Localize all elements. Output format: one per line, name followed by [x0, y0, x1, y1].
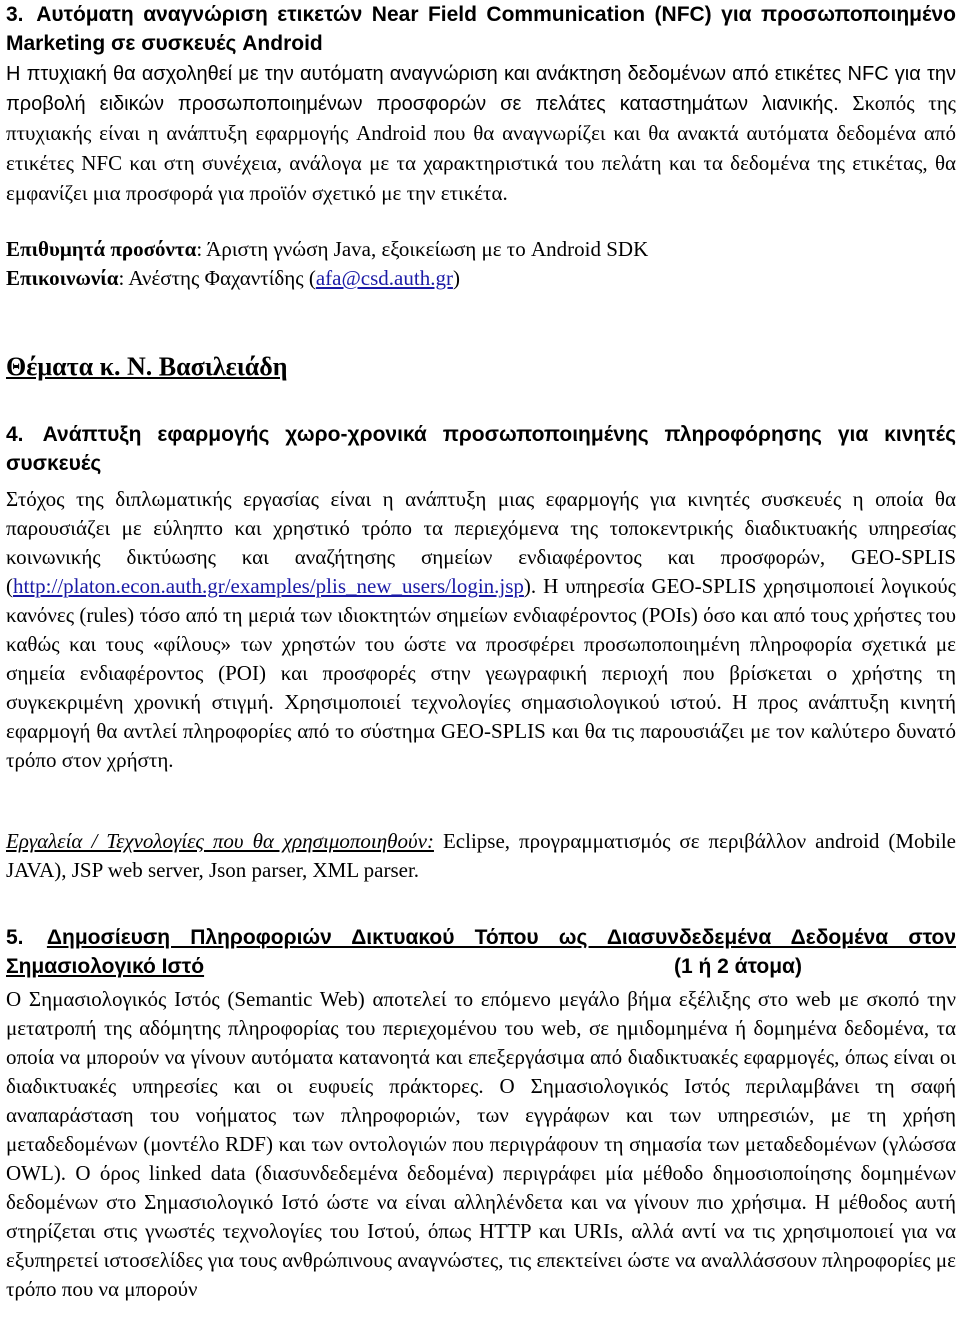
contact-value: : Ανέστης Φαχαντίδης ( [118, 266, 316, 290]
section-3-body-goal: Σκοπός της πτυχιακής είναι η ανάπτυξη εφαρμογής Android που θα αναγνωρίζει και θα ανακτά αυτόματα δεδομένα από ετικέτες NFC και στη συνέχεια, ανάλογα με τα χαρακτηριστικά του πελάτη και τα δεδομένα της ετικέτας, θα εμφανίζει μια προσφορά για προϊόν σχετικό με την ετικέτα. [6, 91, 957, 205]
section-4-number: 4. [6, 423, 24, 446]
section-5-number: 5. [6, 926, 24, 949]
section-4-heading [6, 420, 956, 478]
requirements-label: Επιθυμητά προσόντα [6, 237, 197, 261]
section-3-requirements [6, 235, 956, 264]
section-3-title: Αυτόματη αναγνώριση ετικετών Near Field Communication (NFC) για προσωποποιημένο Marketing σε συσκευές Android [6, 3, 956, 55]
section-5-heading [6, 923, 956, 981]
section-3-number: 3. [6, 3, 24, 26]
section-5-body-text: Ο Σημασιολογικός Ιστός (Semantic Web) αποτελεί το επόμενο μεγάλο βήμα εξέλιξης στο web με σκοπό την μετατροπή της αδόμητης πληροφορίας του περιεχομένου του web, σε ημιδομημένα ή δομημένα δεδομένα, τα οποία να μπορούν να γίνουν αυτόματα κατανοητά και επεξεργάσιμα από διαδικτυακές εφαρμογές, όπως είναι οι διαδικτυακές υπηρεσίες και οι ευφυείς πράκτορες. Ο Σημασιολογικός Ιστός περιλαμβάνει τη σαφή αναπαράσταση του νοήματος των πληροφοριών, των εγγράφων και των υπηρεσιών, με τη χρήση μεταδεδομένων (μοντέλο RDF) και των οντολογιών που περιγράφουν τη σημασία των μεταδεδομένων (γλώσσα OWL). Ο όρος linked data (διασυνδεδεμένα δεδομένα) περιγράφει μία μέθοδο δημοσιοποίησης δομημένων δεδομένων στο Σημασιολογικό Ιστό ώστε να είναι αλληλένδετα και να γίνουν πιο χρήσιμα. Η μέθοδος αυτή στηρίζεται στις γνωστές τεχνολογίες του Ιστού, όπως HTTP και URIs, αλλά αντί να τις χρησιμοποιεί για να εξυπηρετεί ιστοσελίδες για τους ανθρώπινους αναγνώστες, τις επεκτείνει ώστε να αναλλάσσουν πληροφορίες με τρόπο που να μπορούν [6, 987, 956, 1301]
section-4-body-intro: Στόχος της διπλωματικής εργασίας είναι η ανάπτυξη μιας εφαρμογής για κινητές συσκευές η οποία θα παρουσιάζει με εύληπτο και χρηστικό τρόπο τα περιεχόμενα της τοποκεντρικής διαδικτυακής υπηρεσίας κοινωνικής δικτύωσης και αναζήτησης σημείων ενδιαφέροντος και προσφορών, GEO-SPLIS ( [6, 487, 956, 598]
requirements-value: : Άριστη γνώση Java, εξοικείωση με το Android SDK [196, 237, 649, 261]
section-4-tools [6, 827, 956, 885]
section-group-title: Θέματα κ. Ν. Βασιλειάδη [6, 352, 288, 381]
section-4-body-rest: ). Η υπηρεσία GEO-SPLIS χρησιμοποιεί λογικούς κανόνες (rules) τόσο από τη μεριά των ιδιοκτητών σημείων ενδιαφέροντος (POIs) όσο και από τους χρήστες του καθώς και τους «φίλους» των χρηστών του ώστε να προσφέρει προσωποποιημένη πληροφορία σχετικά με σημεία ενδιαφέροντος (POI) και προσφορές στην γεωγραφική περιοχή που βρίσκεται ο χρήστης τη συγκεκριμένη χρονική στιγμή. Χρησιμοποιεί τεχνολογίες σημασιολογικού ιστού. Η προς ανάπτυξη κινητή εφαρμογή θα αντλεί πληροφορίες από το σύστημα GEO-SPLIS και θα τις παρουσιάζει με τον καλύτερο δυνατό τρόπο στον χρήστη. [6, 574, 956, 772]
section-5-title: Δημοσίευση Πληροφοριών Δικτυακού Τόπου ως Διασυνδεδεμένα Δεδομένα στον Σημασιολογικό Ιστό [6, 926, 956, 978]
tools-value: Eclipse, προγραμματισμός σε περιβάλλον android (Mobile JAVA), JSP web server, Json parser, XML parser. [6, 829, 956, 882]
contact-email-link[interactable]: afa@csd.auth.gr [315, 266, 453, 290]
section-3-heading [6, 0, 956, 58]
tools-label: Εργαλεία / Τεχνολογίες που θα χρησιμοποιηθούν: [6, 829, 434, 853]
section-5-body [6, 985, 956, 1304]
geo-splis-link[interactable]: http://platon.econ.auth.gr/examples/plis_new_users/login.jsp [13, 574, 524, 598]
section-3-body-intro: Η πτυχιακή θα ασχοληθεί με την αυτόματη αναγνώριση και ανάκτηση δεδομένων από ετικέτες NFC για την προβολή ειδικών προσωποποιημένων προσφορών σε πελάτες καταστημάτων λιανικής. [6, 63, 956, 115]
section-4-title: Ανάπτυξη εφαρμογής χωρο-χρονικά προσωποποιημένης πληροφόρησης για κινητές συσκευές [6, 423, 956, 475]
section-4-body [6, 485, 956, 775]
contact-close: ) [452, 266, 460, 290]
section-3-body [6, 60, 956, 209]
section-5-team-size: (1 ή 2 άτομα) [674, 955, 802, 978]
contact-label: Επικοινωνία [6, 266, 119, 290]
section-3-contact [6, 264, 956, 293]
